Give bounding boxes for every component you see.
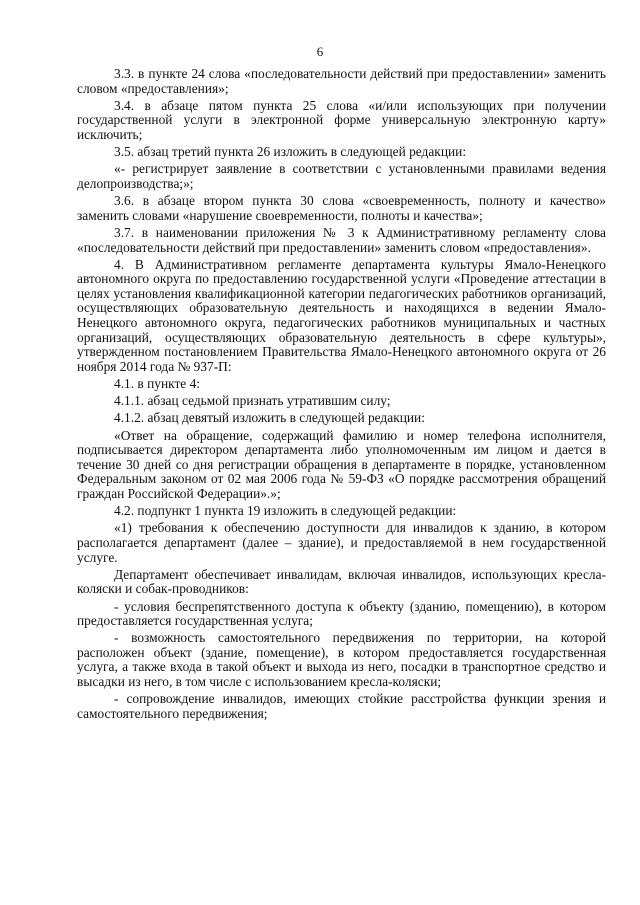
paragraph-3-5: 3.5. абзац третий пункта 26 изложить в следующей редакции: <box>114 144 467 160</box>
paragraph-4-1-2-quote: «Ответ на обращение, содержащий фамилию и номер телефона исполнителя, подписывается директором департамента либо уполномоченным им лицом и дается в течение 30 дней со дня регистрации обращения в департаменте в порядке, установленном Федеральным законом от 02 мая 2006 года № 59-ФЗ «О порядке рассмотрения обращений граждан Российской Федерации».»; <box>77 427 606 501</box>
paragraph-4-1-2: 4.1.2. абзац девятый изложить в следующей редакции: <box>114 410 425 426</box>
paragraph-4-2: 4.2. подпункт 1 пункта 19 изложить в следующей редакции: <box>114 503 457 519</box>
paragraph-4-1-1: 4.1.1. абзац седьмой признать утратившим силу; <box>114 393 391 409</box>
paragraph-4-1: 4.1. в пункте 4: <box>114 376 201 392</box>
paragraph-4-2-item-1: «1) требования к обеспечению доступности для инвалидов к зданию, в котором располагается департамент (далее – здание), и предоставляемой в нем государственной услуге. <box>77 520 606 565</box>
paragraph-department-provides: Департамент обеспечивает инвалидам, включая инвалидов, использующих кресла-коляски и собак-проводников: <box>77 566 606 597</box>
paragraph-4: 4. В Административном регламенте департамента культуры Ямало-Ненецкого автономного округа по предоставлению государственной услуги «Проведение аттестации в целях установления квалификационной категории педагогических работников организаций, осуществляющих образовательную деятельность и находящихся в ведении Ямало-Ненецкого автономного округа, педагогических работников муниципальных и частных организаций, осуществляющих образовательную деятельность в сфере культуры», утвержденном постановлением Правительства Ямало-Ненецкого автономного округа от 26 ноября 2014 года № 937-П: <box>77 256 606 374</box>
paragraph-3-3: 3.3. в пункте 24 слова «последовательности действий при предоставлении» заменить словом «предоставления»; <box>77 66 606 96</box>
list-item-movement: - возможность самостоятельного передвижения по территории, на которой расположен объект (здание, помещение), в котором предоставляется государственная услуга, а также входа в такой объект и выхода из него, посадки в транспортное средство и высадки из него, в том числе с использованием кресла-коляски; <box>77 630 606 690</box>
paragraph-3-7: 3.7. в наименовании приложения № 3 к Административному регламенту слова «последовательности действий при предоставлении» заменить словом «предоставления». <box>77 224 606 255</box>
paragraph-3-6: 3.6. в абзаце втором пункта 30 слова «своевременность, полноту и качество» заменить словами «нарушение своевременности, полноты и качества»; <box>77 193 606 223</box>
list-item-access-conditions: - условия беспрепятственного доступа к объекту (зданию, помещению), в котором предоставляется государственная услуга; <box>77 598 606 629</box>
page-number: 6 <box>316 44 324 59</box>
document-body <box>77 67 606 721</box>
list-item-escort: - сопровождение инвалидов, имеющих стойкие расстройства функции зрения и самостоятельного передвижения; <box>77 691 606 721</box>
paragraph-3-4: 3.4. в абзаце пятом пункта 25 слова «и/или использующих при получении государственной услуги в электронной форме универсальную электронную карту» исключить; <box>77 97 606 142</box>
paragraph-3-5-quote: «- регистрирует заявление в соответствии с установленными правилами ведения делопроизводства;»; <box>77 161 606 191</box>
